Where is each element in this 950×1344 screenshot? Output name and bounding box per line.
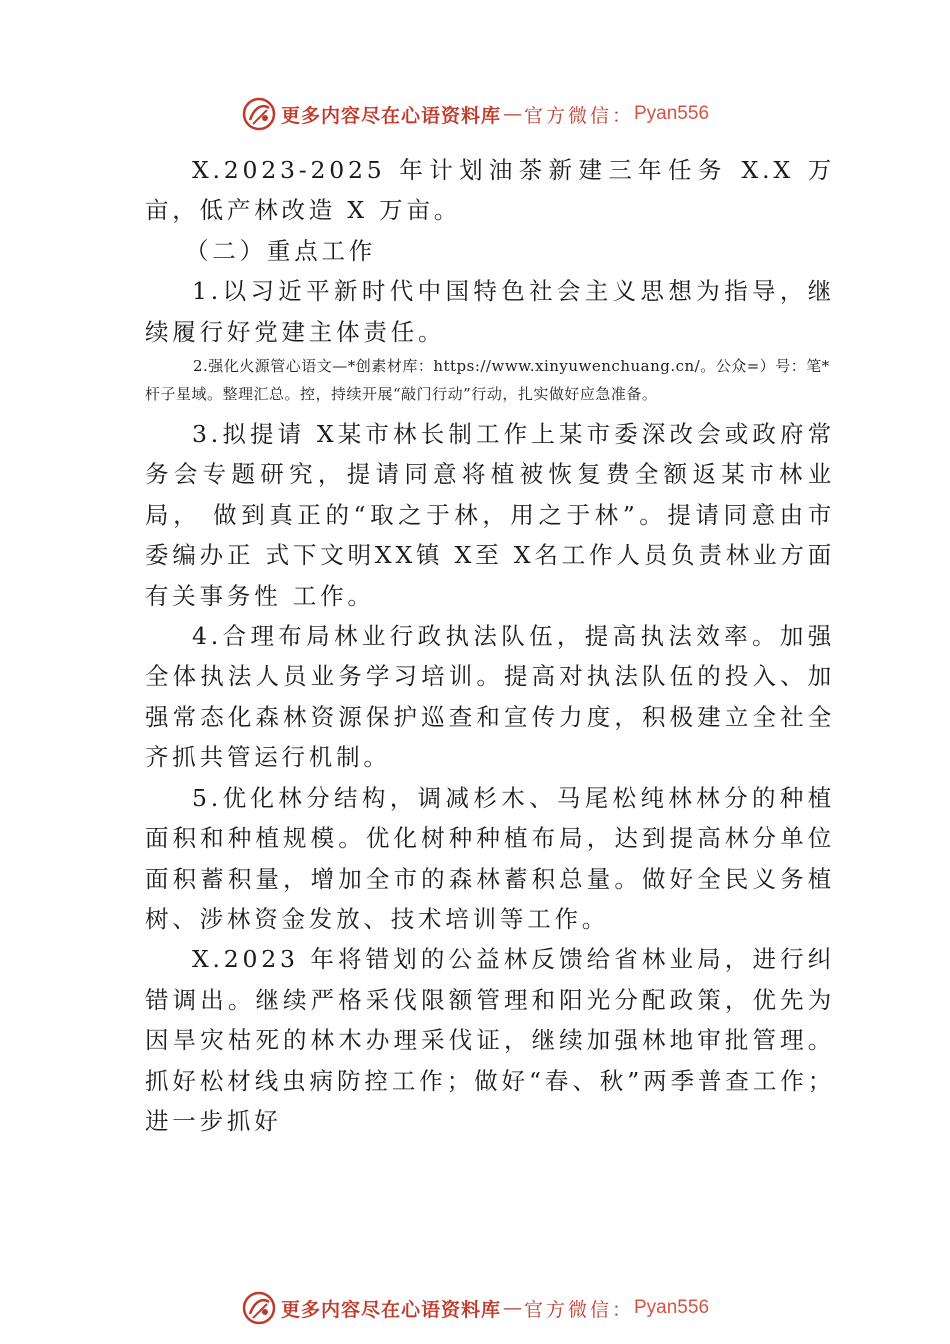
footer-banner-wechat-label: 官方微信： — [523, 1298, 634, 1321]
footer-banner-wechat-id: Pyan556 — [634, 1297, 710, 1318]
footer-banner — [0, 1288, 950, 1328]
paragraph-2: 2.强化火源管心语文—*创素材库：https://www.xinyuwenchuang.cn/。公众=）号：笔*杆子星域。整理汇总。控，持续开展“敲门行动”行动，扎实做好应急准备。 — [145, 357, 830, 404]
paragraph-x1: X.2023-2025 年计划油茶新建三年任务 X.X 万亩，低产林改造 X 万亩。 — [145, 156, 835, 225]
paragraph-3: 3.拟提请 X某市林长制工作上某市委深改会或政府常务会专题研究，提请同意将植被恢复费全额返某市林业局， 做到真正的“取之于林，用之于林”。提请同意由市委编办正 式下文明XX镇 X至 X名工作人员负责林业方面有关事务性 工作。 — [145, 420, 835, 610]
seal-logo-icon — [241, 96, 277, 132]
banner-title: 更多内容尽在心语资料库 — [280, 104, 501, 127]
footer-banner-dash: — — [502, 1297, 522, 1319]
header-banner — [0, 94, 950, 134]
section-heading: （二）重点工作 — [185, 236, 377, 265]
banner-dash: — — [502, 103, 522, 125]
paragraph-4: 4.合理布局林业行政执法队伍，提高执法效率。加强全体执法人员业务学习培训。提高对执法队伍的投入、加强常态化森林资源保护巡查和宣传力度，积极建立全社全齐抓共管运行机制。 — [145, 622, 835, 772]
paragraph-1: 1.以习近平新时代中国特色社会主义思想为指导，继续履行好党建主体责任。 — [145, 277, 835, 346]
banner-wechat-label: 官方微信： — [523, 104, 634, 127]
seal-logo-icon — [241, 1290, 277, 1326]
document-body — [145, 150, 835, 1141]
banner-wechat-id: Pyan556 — [634, 103, 710, 124]
footer-banner-title: 更多内容尽在心语资料库 — [280, 1298, 501, 1321]
paragraph-x2: X.2023 年将错划的公益林反馈给省林业局，进行纠错调出。继续严格采伐限额管理和阳光分配政策，优先为因旱灾枯死的林木办理采伐证，继续加强林地审批管理。抓好松材线虫病防控工作；做好“春、秋”两季普查工作；进一步抓好 — [145, 945, 835, 1135]
paragraph-5: 5.优化林分结构，调减杉木、马尾松纯林林分的种植面积和种植规模。优化树种种植布局，达到提高林分单位面积蓄积量，增加全市的森林蓄积总量。做好全民义务植树、涉林资金发放、技术培训等工作。 — [145, 783, 835, 933]
